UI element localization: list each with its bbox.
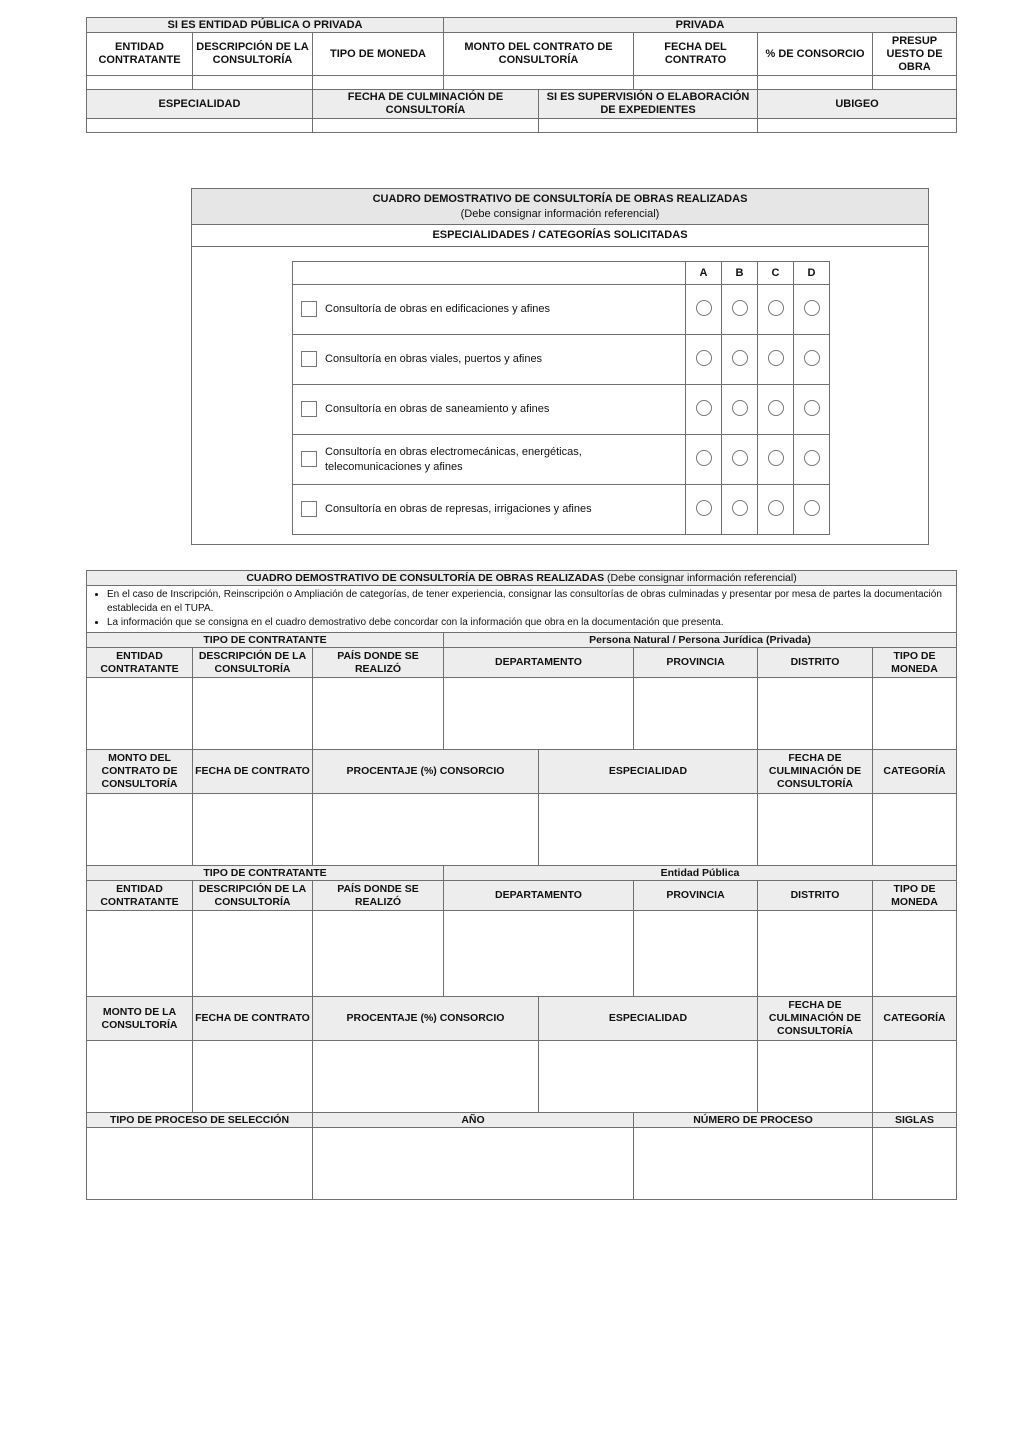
input-cell[interactable]	[87, 119, 313, 133]
especialidad-label: Consultoría de obras en edificaciones y afines	[325, 303, 551, 315]
entidad-publica-header: Entidad Pública	[444, 866, 957, 881]
radio-c[interactable]	[768, 450, 784, 466]
especialidades-header: ESPECIALIDADES / CATEGORÍAS SOLICITADAS	[192, 225, 928, 247]
especialidad-label: Consultoría en obras electromecánicas, energéticas, telecomunicaciones y afines	[325, 445, 582, 473]
especialidad-row	[293, 435, 830, 485]
col-fecha-contrato: FECHA DEL CONTRATO	[634, 33, 758, 76]
radio-d[interactable]	[804, 350, 820, 366]
tipo-contratante-header: TIPO DE CONTRATANTE	[87, 866, 444, 881]
radio-c[interactable]	[768, 400, 784, 416]
col-fecha-contrato: FECHA DE CONTRATO	[193, 750, 313, 794]
group-publica-privada: SI ES ENTIDAD PÚBLICA O PRIVADA	[87, 18, 444, 33]
input-cell[interactable]	[87, 76, 193, 90]
col-especialidad: ESPECIALIDAD	[87, 90, 313, 119]
col-departamento: DEPARTAMENTO	[444, 881, 634, 911]
input-cell[interactable]	[634, 911, 758, 997]
cuadro-title	[192, 189, 928, 225]
experiencia-table	[86, 17, 957, 133]
col-provincia: PROVINCIA	[634, 881, 758, 911]
col-fecha-culminacion: FECHA DE CULMINACIÓN DE CONSULTORÍA	[758, 750, 873, 794]
col-categoria: CATEGORÍA	[873, 997, 957, 1041]
radio-a[interactable]	[696, 300, 712, 316]
especialidad-label: Consultoría en obras viales, puertos y afines	[325, 353, 543, 365]
col-monto-contrato: MONTO DEL CONTRATO DE CONSULTORÍA	[444, 33, 634, 76]
col-anio: AÑO	[313, 1113, 634, 1128]
input-cell[interactable]	[539, 1041, 758, 1113]
group-privada: PRIVADA	[444, 18, 957, 33]
input-cell[interactable]	[444, 678, 634, 750]
col-fecha-culminacion: FECHA DE CULMINACIÓN DE CONSULTORÍA	[313, 90, 539, 119]
input-cell[interactable]	[313, 1041, 539, 1113]
input-cell[interactable]	[758, 678, 873, 750]
radio-c[interactable]	[768, 350, 784, 366]
col-fecha-culminacion: FECHA DE CULMINACIÓN DE CONSULTORÍA	[758, 997, 873, 1041]
checkbox[interactable]	[301, 451, 317, 467]
checkbox[interactable]	[301, 351, 317, 367]
especialidad-row	[293, 485, 830, 535]
category-header-c: C	[758, 262, 794, 285]
checkbox[interactable]	[301, 301, 317, 317]
cuadro-title	[87, 571, 957, 586]
col-especialidad: ESPECIALIDAD	[539, 750, 758, 794]
col-entidad-contratante: ENTIDAD CONTRATANTE	[87, 33, 193, 76]
col-distrito: DISTRITO	[758, 648, 873, 678]
col-departamento: DEPARTAMENTO	[444, 648, 634, 678]
persona-natural-juridica-header: Persona Natural / Persona Jurídica (Privada)	[444, 633, 957, 648]
input-cell[interactable]	[87, 678, 193, 750]
especialidad-label: Consultoría en obras de saneamiento y afines	[325, 403, 550, 415]
input-cell[interactable]	[758, 794, 873, 866]
col-monto-contrato: MONTO DEL CONTRATO DE CONSULTORÍA	[87, 750, 193, 794]
col-especialidad: ESPECIALIDAD	[539, 997, 758, 1041]
input-cell[interactable]	[444, 76, 634, 90]
cuadro-title-note: (Debe consignar información referencial)	[607, 571, 797, 584]
cuadro-title-text: CUADRO DEMOSTRATIVO DE CONSULTORÍA DE OBRAS REALIZADAS	[372, 193, 748, 205]
cuadro-demostrativo-table	[86, 570, 957, 1200]
radio-a[interactable]	[696, 350, 712, 366]
col-tipo-proceso: TIPO DE PROCESO DE SELECCIÓN	[87, 1113, 313, 1128]
header-blank	[293, 262, 686, 285]
col-provincia: PROVINCIA	[634, 648, 758, 678]
input-cell[interactable]	[873, 76, 957, 90]
category-header-b: B	[722, 262, 758, 285]
notes-cell	[87, 586, 957, 633]
col-tipo-moneda: TIPO DE MONEDA	[873, 881, 957, 911]
input-cell[interactable]	[313, 1128, 634, 1200]
input-cell[interactable]	[634, 678, 758, 750]
cuadro-subtitle: (Debe consignar información referencial)	[460, 208, 660, 220]
col-descripcion: DESCRIPCIÓN DE LA CONSULTORÍA	[193, 881, 313, 911]
col-fecha-contrato: FECHA DE CONTRATO	[193, 997, 313, 1041]
input-cell[interactable]	[87, 1128, 313, 1200]
input-cell[interactable]	[758, 76, 873, 90]
input-cell[interactable]	[873, 678, 957, 750]
radio-b[interactable]	[732, 300, 748, 316]
input-cell[interactable]	[539, 119, 758, 133]
radio-b[interactable]	[732, 450, 748, 466]
especialidades-box	[191, 188, 929, 545]
tipo-contratante-header: TIPO DE CONTRATANTE	[87, 633, 444, 648]
input-cell[interactable]	[444, 911, 634, 997]
col-descripcion: DESCRIPCIÓN DE LA CONSULTORÍA	[193, 648, 313, 678]
especialidad-label: Consultoría en obras de represas, irrigaciones y afines	[325, 503, 592, 515]
input-cell[interactable]	[539, 794, 758, 866]
input-cell[interactable]	[758, 1041, 873, 1113]
input-cell[interactable]	[873, 1041, 957, 1113]
col-entidad-contratante: ENTIDAD CONTRATANTE	[87, 648, 193, 678]
checkbox[interactable]	[301, 501, 317, 517]
category-header-a: A	[686, 262, 722, 285]
note-item: • En el caso de Inscripción, Reinscripción o Ampliación de categorías, de tener experiencia, consignar las consultorías de obras culminadas y presentar por mesa de partes la documentación establecida en el TUPA.	[107, 588, 950, 616]
category-header-d: D	[794, 262, 830, 285]
input-cell[interactable]	[313, 794, 539, 866]
col-presupuesto-obra: PRESUP UESTO DE OBRA	[873, 33, 957, 76]
radio-c[interactable]	[768, 500, 784, 516]
radio-b[interactable]	[732, 350, 748, 366]
cuadro-title-text: CUADRO DEMOSTRATIVO DE CONSULTORÍA DE OBRAS REALIZADAS	[246, 571, 605, 584]
radio-d[interactable]	[804, 300, 820, 316]
radio-d[interactable]	[804, 500, 820, 516]
input-cell[interactable]	[193, 794, 313, 866]
input-cell[interactable]	[193, 678, 313, 750]
input-cell[interactable]	[193, 911, 313, 997]
col-descripcion: DESCRIPCIÓN DE LA CONSULTORÍA	[193, 33, 313, 76]
input-cell[interactable]	[758, 911, 873, 997]
input-cell[interactable]	[634, 1128, 873, 1200]
col-pais: PAÍS DONDE SE REALIZÓ	[313, 881, 444, 911]
input-cell[interactable]	[313, 678, 444, 750]
input-cell[interactable]	[313, 119, 539, 133]
especialidad-row	[293, 285, 830, 335]
col-entidad-contratante: ENTIDAD CONTRATANTE	[87, 881, 193, 911]
col-porcentaje-consorcio: PROCENTAJE (%) CONSORCIO	[313, 750, 539, 794]
col-siglas: SIGLAS	[873, 1113, 957, 1128]
note-item: • La información que se consigna en el cuadro demostrativo debe concordar con la información que obra en la documentación que presenta.	[107, 616, 950, 630]
especialidad-row	[293, 385, 830, 435]
col-supervision: SI ES SUPERVISIÓN O ELABORACIÓN DE EXPEDIENTES	[539, 90, 758, 119]
col-porcentaje-consorcio: PROCENTAJE (%) CONSORCIO	[313, 997, 539, 1041]
input-cell[interactable]	[873, 1128, 957, 1200]
input-cell[interactable]	[873, 911, 957, 997]
radio-c[interactable]	[768, 300, 784, 316]
col-tipo-moneda: TIPO DE MONEDA	[313, 33, 444, 76]
col-numero-proceso: NÚMERO DE PROCESO	[634, 1113, 873, 1128]
col-ubigeo: UBIGEO	[758, 90, 957, 119]
col-pais: PAÍS DONDE SE REALIZÓ	[313, 648, 444, 678]
radio-d[interactable]	[804, 400, 820, 416]
radio-b[interactable]	[732, 500, 748, 516]
col-tipo-moneda: TIPO DE MONEDA	[873, 648, 957, 678]
radio-d[interactable]	[804, 450, 820, 466]
col-monto-consultoria: MONTO DE LA CONSULTORÍA	[87, 997, 193, 1041]
radio-a[interactable]	[696, 450, 712, 466]
col-categoria: CATEGORÍA	[873, 750, 957, 794]
input-cell[interactable]	[634, 76, 758, 90]
input-cell[interactable]	[193, 1041, 313, 1113]
input-cell[interactable]	[193, 76, 313, 90]
input-cell[interactable]	[873, 794, 957, 866]
especialidad-row	[293, 335, 830, 385]
col-consorcio: % DE CONSORCIO	[758, 33, 873, 76]
input-cell[interactable]	[313, 911, 444, 997]
input-cell[interactable]	[758, 119, 957, 133]
input-cell[interactable]	[87, 1041, 193, 1113]
radio-a[interactable]	[696, 500, 712, 516]
col-distrito: DISTRITO	[758, 881, 873, 911]
categorias-table	[292, 261, 830, 535]
input-cell[interactable]	[87, 794, 193, 866]
input-cell[interactable]	[313, 76, 444, 90]
input-cell[interactable]	[87, 911, 193, 997]
radio-b[interactable]	[732, 400, 748, 416]
radio-a[interactable]	[696, 400, 712, 416]
checkbox[interactable]	[301, 401, 317, 417]
